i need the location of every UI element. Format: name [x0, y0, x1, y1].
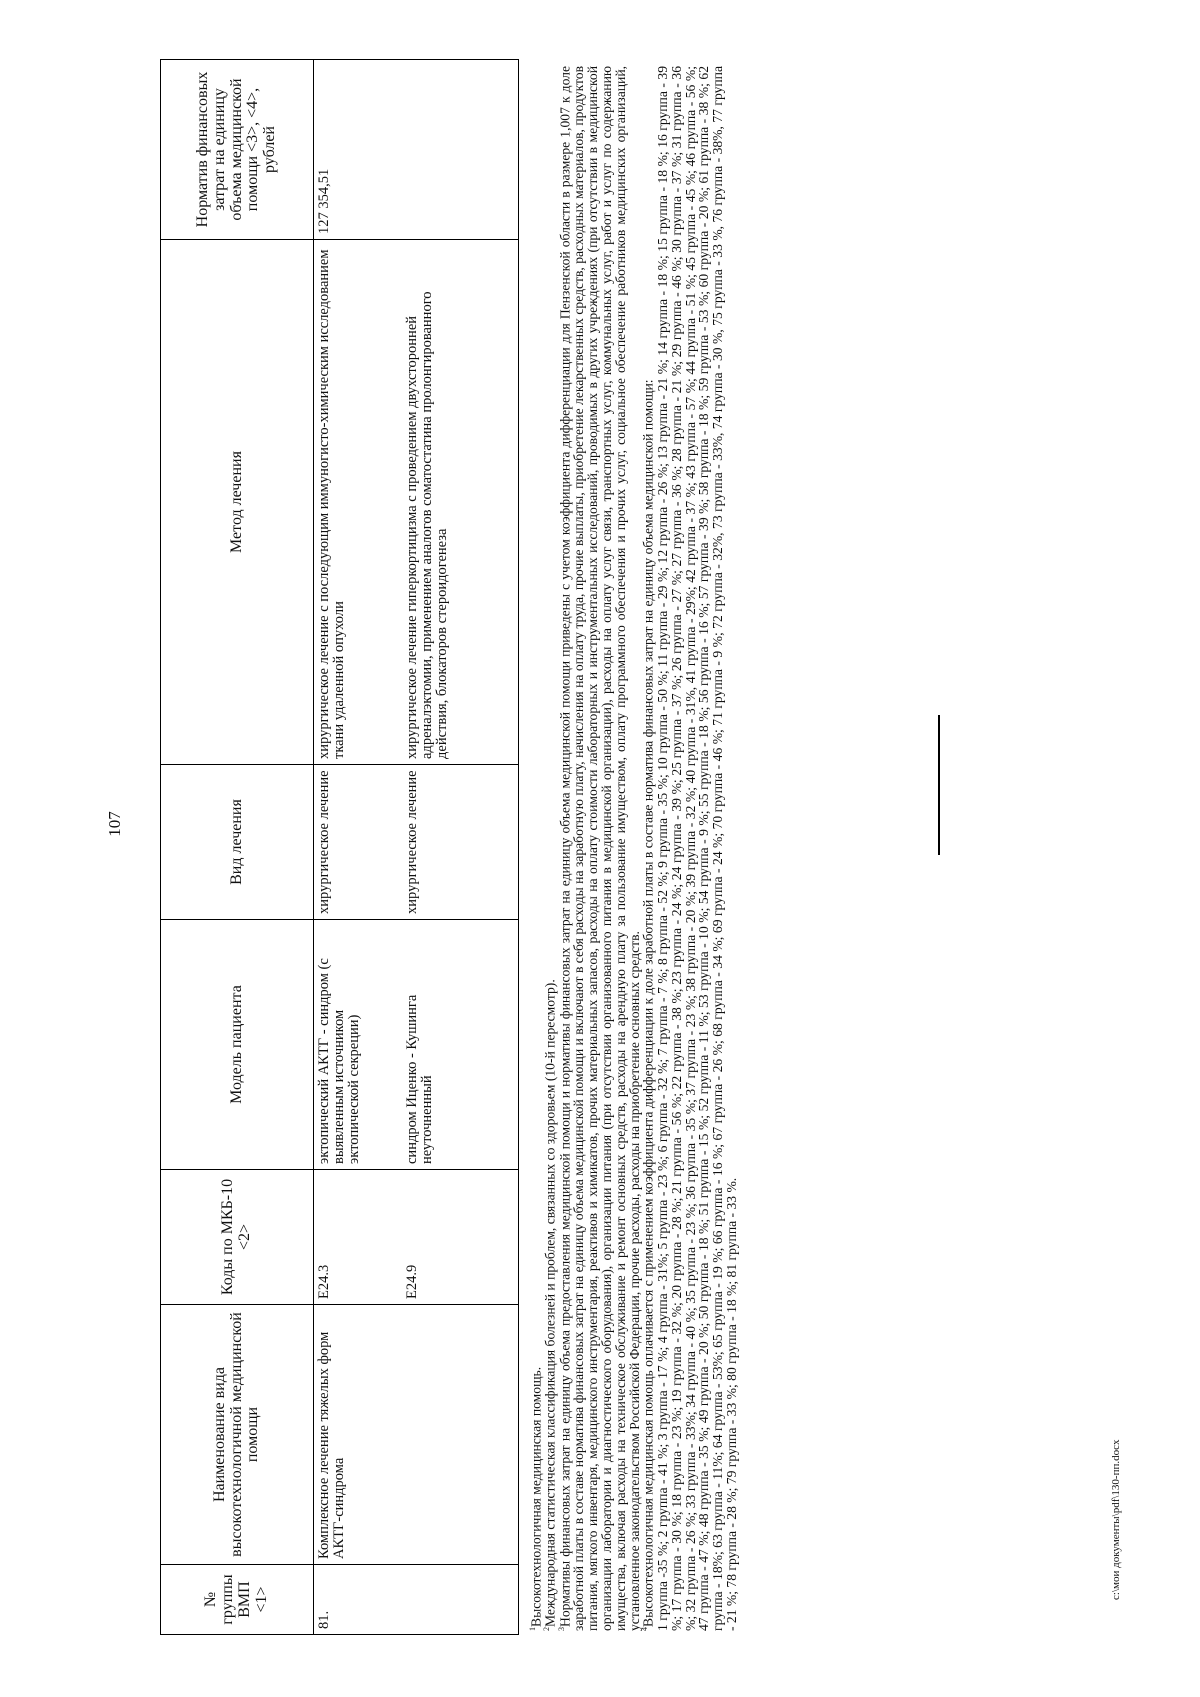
footnote-1: $^1$Высокотехнологичная медицинская помощь. — [528, 1366, 544, 1631]
table-row — [314, 60, 403, 1635]
footnote-4: $^4$Высокотехнологичная медицинская помощь оплачивается с применением коэффициента дифференциации к доле заработной платы в составе норматива финансовых затрат на единицу объема медицинской помощи: — [640, 379, 656, 1631]
vmp-table — [160, 59, 519, 1635]
table-row — [402, 60, 519, 1635]
cell-treatment-type: хирургическое лечение — [314, 765, 403, 920]
footnote-groups: 1 группа -35 %; 2 группа - 41 %; 3 группа - 17 %; 4 группа - 31%; 5 группа - 23 %; 6 группа - 32 %; 7 группа - 7 %; 8 группа - 52 %; 9 группа - 35 %; 10 группа - 50 %; 11 группа - 29 %; 12 группа - 26 %; 13 группа - 21 %; 14 группа - 18 %; 15 группа - 18 %; 16 группа - 39 %; 17 группа - 30 %; 18 группа - 23 %; 19 группа - 32 %; 20 группа - 28 %; 21 группа - 56 %; 22 группа - 38 %; 23 группа - 24 %; 24 группа - 39 %; 25 группа - 37 %; 26 группа - 27 %; 27 группа - 36 %; 28 группа - 21 %; 29 группа - 46 %; 30 группа - 37 %; 31 группа - 36 %; 32 группа - 26 %; 33 группа - 33%; 34 группа - 40 %; 35 группа - 23 %; 36 группа - 35 %; 37 группа - 23 %; 38 группа - 20 %; 39 группа - 32 %; 40 группа - 31%, 41 группа - 29%; 42 группа - 37 %; 43 группа - 57 %; 44 группа - 51 %; 45 группа - 45 %; 46 группа - 56 %; 47 группа - 47 %; 48 группа - 35 %; 49 группа - 20 %; 50 группа - 18 %; 51 группа - 15 %; 52 группа - 11 %; 53 группа - 10 %; 54 группа - 9 %; 55 группа - 18 %; 56 группа - 16 %; 57 группа - 39 %; 58 группа - 18 %; 59 группа - 53 %; 60 группа - 20 %; 61 группа - 38 %; 62 группа - 18%; 63 группа - 11%; 64 группа - 53%; 65 группа - 19 %; 66 группа - 16 %; 67 группа - 26 %; 68 группа - 34 %; 69 группа - 24 %; 70 группа - 46 %; 71 группа - 9 %; 72 группа - 32%, 73 группа - 33%, 74 группа - 30 %, 75 группа - 33 %, 76 группа - 38%, 77 группа - 21 %; 78 группа - 28 %; 79 группа - 33 %; 80 группа - 18 %; 81 группа - 33 %. — [654, 66, 740, 1631]
header-mkb-codes: Коды по МКБ-10 <2> — [161, 1170, 314, 1305]
divider-line — [938, 715, 940, 855]
header-cost-norm: Норматив финансовых затрат на единицу объема медицинской помощи <3>, <4>, рублей — [161, 60, 314, 240]
header-vmp-name: Наименование вида высокотехнологичной медицинской помощи — [161, 1305, 314, 1565]
cell-cost — [402, 60, 519, 240]
cell-patient-model: эктопический АКТГ - синдром (с выявленным источником эктопической секреции) — [314, 920, 403, 1170]
header-group-number: № группы ВМП <1> — [161, 1565, 314, 1635]
cell-group-number — [402, 1565, 519, 1635]
footnotes — [529, 66, 739, 1635]
cell-cost: 127 354,51 — [314, 60, 403, 240]
page-number: 107 — [104, 811, 124, 837]
cell-group-number: 81. — [314, 1565, 403, 1635]
footnote-3: $^3$Нормативы финансовых затрат на единицу объема предоставления медицинской помощи и нормативы финансовых затрат на единицу объема медицинской помощи приведены с учетом коэффициента дифференциации для Пензенской области в размере 1,007 к доле заработной платы в составе норматива финансовых затрат на единицу объема медицинской помощи и включают в себя расходы на заработную плату, начисления на оплату труда, прочие выплаты, приобретение лекарственных средств, расходных материалов, продуктов питания, мягкого инвентаря, медицинского инструментария, реактивов и химикатов, прочих материальных запасов, расходы на оплату стоимости лабораторных и инструментальных исследований, проводимых в других учреждениях (при отсутствии в медицинской организации лаборатории и диагностического оборудования), организации питания (при отсутствии организованного питания в медицинской организации), расходы на оплату услуг связи, транспортных услуг, коммунальных услуг, работ и услуг по содержанию имущества, включая расходы на техническое обслуживание и ремонт основных средств, расходы на арендную плату за пользование имуществом, оплату программного обеспечения и прочих услуг, социальное обеспечение работников медицинских организаций, установленное законодательством Российской Федерации, прочие расходы, расходы на приобретение основных средств. — [556, 66, 642, 1631]
cell-treatment-method: хирургическое лечение гиперкортицизма с проведением двухсторонней адреналэктомии, применением аналогов соматостатина пролонгированного действия, блокаторов стероидогенеза — [402, 240, 519, 765]
cell-mkb-code: E24.9 — [402, 1170, 519, 1305]
footnote-2: $^2$Международная статистическая классификация болезней и проблем, связанных со здоровьем (10-й пересмотр). — [542, 979, 558, 1631]
header-patient-model: Модель пациента — [161, 920, 314, 1170]
rotated-sheet — [160, 60, 1000, 1635]
table-header-row — [161, 60, 314, 1635]
header-treatment-method: Метод лечения — [161, 240, 314, 765]
cell-mkb-code: E24.3 — [314, 1170, 403, 1305]
footer-file-path: c:\мои документы\pdf\130-пп.docx — [1110, 1439, 1122, 1600]
header-treatment-type: Вид лечения — [161, 765, 314, 920]
cell-treatment-method: хирургическое лечение с последующим иммуногисто-химическим исследованием ткани удаленной опухоли — [314, 240, 403, 765]
cell-vmp-name — [402, 1305, 519, 1565]
cell-treatment-type: хирургическое лечение — [402, 765, 519, 920]
cell-patient-model: синдром Иценко - Кушинга неуточненный — [402, 920, 519, 1170]
cell-vmp-name: Комплексное лечение тяжелых форм АКТГ-синдрома — [314, 1305, 403, 1565]
